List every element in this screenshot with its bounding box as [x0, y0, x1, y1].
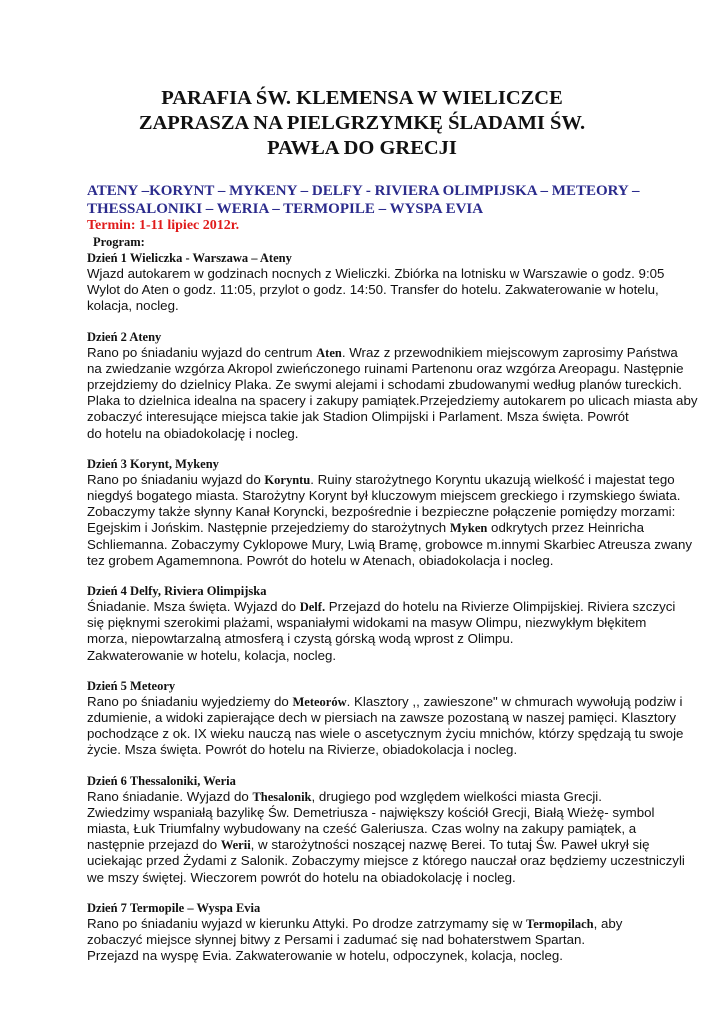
day-text-line	[87, 553, 647, 569]
day-description	[87, 471, 692, 569]
text-run: . Klasztory ,, zawieszone" w chmurach wywołują podziw i	[346, 693, 683, 709]
text-run: , aby	[593, 915, 623, 931]
day-text-line	[87, 821, 647, 837]
text-run: Egejskim i Jońskim. Następnie przejedziemy do starożytnych	[87, 520, 450, 536]
day-text-line	[87, 409, 647, 425]
day-heading: Dzień 4 Delfy, Riviera Olimpijska	[87, 584, 267, 599]
place-name: Myken	[449, 521, 488, 536]
text-run: do hotelu na obiadokolację i nocleg.	[87, 425, 299, 441]
day-text-line: Wylot do Aten o godz. 11:05, przylot o godz. 14:50. Transfer do hotelu. Zakwaterowanie w hotelu,	[87, 282, 659, 298]
text-run: życie. Msza święta. Powrót do hotelu na Rivierze, obiadokolacja i nocleg.	[87, 742, 518, 758]
day-description	[87, 788, 685, 886]
day-text-line	[87, 360, 684, 377]
trip-meta	[87, 218, 647, 250]
day-heading: Dzień 5 Meteory	[87, 678, 176, 693]
text-run: Rano po śniadaniu wyjazd w kierunku Attyki. Po drodze zatrzymamy się w	[87, 915, 526, 931]
text-run: Rano po śniadaniu wyjedziemy do	[87, 693, 293, 709]
text-run: Zwiedzimy wspaniałą bazylikę Św. Demetriusza - największy kościół Grecji, Białą Wieżę- symbol	[87, 804, 655, 820]
day-section	[87, 900, 647, 965]
title-line-2: ZAPRASZA NA PIELGRZYMKĘ ŚLADAMI ŚW.	[138, 112, 586, 134]
day-section	[87, 773, 685, 886]
day-section	[87, 250, 665, 315]
text-run: tez grobem Agamemnona. Powrót do hotelu w Atenach, obiadokolacja i nocleg.	[87, 552, 554, 568]
page-title	[90, 86, 634, 161]
day-text-line	[87, 789, 647, 805]
day-text-line	[87, 693, 683, 710]
program-days	[87, 250, 698, 979]
text-run: . Ruiny starożytnego Koryntu ukazują wielkość i majestat tego	[310, 471, 675, 487]
day-section	[87, 456, 692, 569]
text-run: Rano po śniadaniu wyjazd do centrum	[87, 344, 317, 360]
day-text-line	[87, 426, 647, 442]
day-heading: Dzień 1 Wieliczka - Warszawa – Ateny	[87, 251, 292, 265]
text-run: na zwiedzanie wzgórza Akropol zwieńczonego ruinami Partenonu oraz wzgórza Areopagu. Następnie	[87, 360, 684, 376]
day-text-line	[87, 344, 678, 361]
text-run: , w starożytności noszącej nazwę Berei. To tutaj Św. Paweł ukrył się	[250, 837, 650, 853]
text-run: uciekając przed Żydami z Salonik. Zobaczymy miejsce z którego nauczał oraz będziemy uczestniczyli	[87, 853, 685, 869]
place-name: Delf.	[299, 600, 326, 615]
text-run: miasta, Łuk Triumfalny wybudowany na cześć Galeriusza. Czas wolny na zakupy pamiątek, a	[87, 821, 637, 837]
day-description	[87, 693, 684, 759]
day-text-line	[87, 726, 684, 742]
day-text-line	[87, 648, 647, 664]
day-text-line	[87, 916, 647, 932]
day-section	[87, 329, 698, 442]
text-run: Zobaczymy także słynny Kanał Koryncki, bezpośrednie i bezpieczne połączenie pomiędzy morzami:	[87, 504, 676, 520]
day-text-line	[87, 631, 647, 647]
day-text-line	[87, 471, 675, 488]
trip-term: Termin: 1-11 lipiec 2012r.	[87, 218, 240, 233]
day-text-line	[87, 837, 650, 853]
day-text-line	[87, 488, 681, 504]
day-description	[87, 344, 698, 442]
title-line-3: PAWŁA DO GRECJI	[267, 137, 457, 159]
text-run: Przejazd do hotelu na Rivierze Olimpijskiej. Riviera szczyci	[325, 599, 676, 615]
place-name: Meteorów	[292, 694, 347, 709]
title-line-1: PARAFIA ŚW. KLEMENSA W WIELICZCE	[161, 87, 563, 109]
text-run: Plaka to dzielnica idealna na spacery i zakupy pamiątek.Przejedziemy autokarem po ulicach miasta aby	[87, 393, 698, 409]
day-text-line	[87, 742, 647, 758]
day-text-line	[87, 615, 647, 631]
text-run: morza, niepowtarzalną atmosferą i czystą górską wodą wprost z Olimpu.	[87, 631, 514, 647]
day-heading: Dzień 6 Thessaloniki, Weria	[87, 773, 236, 788]
day-text-line	[87, 377, 682, 393]
place-name: Werii	[220, 838, 251, 853]
place-name: Aten	[316, 345, 342, 360]
route-line-1: ATENY –KORYNT – MYKENY – DELFY - RIVIERA OLIMPIJSKA – METEORY –	[87, 183, 640, 199]
text-run: niegdyś bogatego miasta. Starożytny Korynt był kluczowym miejscem greckiego i rzymskiego świata.	[87, 488, 681, 504]
day-text-line	[87, 536, 692, 553]
text-run: zobaczyć miejsce słynnej bitwy z Persami i zadumać się nad bohaterstwem Spartan.	[87, 932, 586, 948]
place-name: Thesalonik	[252, 789, 312, 804]
text-run: , drugiego pod względem wielkości miasta Grecji.	[311, 788, 602, 804]
day-text-line	[87, 932, 647, 948]
day-text-line	[87, 599, 676, 615]
text-run: Przejazd na wyspę Evia. Zakwaterowanie w hotelu, odpoczynek, kolacja, nocleg.	[87, 948, 563, 964]
text-run: we mszy świętej. Wieczorem powrót do hotelu na obiadokolację i nocleg.	[87, 869, 516, 885]
day-text-line	[87, 948, 647, 964]
text-run: się pięknymi szerokimi plażami, wspaniałymi widokami na masyw Olimpu, niezwykłym błękitem	[87, 615, 647, 631]
day-text-line	[87, 853, 685, 869]
day-text-line	[87, 804, 655, 821]
text-run: przejdziemy do dzielnicy Plaka. Ze swymi alejami i schodami zbudowanymi według planów tureckich.	[87, 377, 682, 393]
day-description	[87, 599, 676, 664]
day-text-line	[87, 520, 647, 536]
place-name: Termopilach	[526, 916, 594, 931]
text-run: następnie przejazd do	[87, 837, 221, 853]
route-line-2: THESSALONIKI – WERIA – TERMOPILE – WYSPA EVIA	[87, 201, 484, 217]
place-name: Koryntu	[264, 472, 311, 487]
day-text-line	[87, 393, 698, 409]
day-section	[87, 678, 684, 759]
program-label: Program:	[93, 235, 145, 249]
day-text-line	[87, 710, 677, 726]
text-run: Śniadanie. Msza święta. Wyjazd do	[87, 599, 300, 615]
day-text-line	[87, 870, 647, 886]
day-description	[87, 916, 647, 965]
text-run: . Wraz z przewodnikiem miejscowym zaprosimy Państwa	[341, 344, 678, 360]
day-heading: Dzień 3 Korynt, Mykeny	[87, 456, 219, 471]
route-list	[87, 182, 647, 218]
day-heading: Dzień 7 Termopile – Wyspa Evia	[87, 900, 261, 915]
text-run: zdumienie, a widoki zapierające dech w piersiach na zawsze pozostaną w naszej pamięci. Klasztory	[87, 710, 677, 726]
text-run: Rano śniadanie. Wyjazd do	[87, 788, 253, 804]
text-run: Zakwaterowanie w hotelu, kolacja, nocleg.	[87, 647, 337, 663]
text-run: pochodzące z ok. IX wieku nauczą nas wiele o ascetycznym życiu mnichów, którzy spędzają tu swoje	[87, 726, 684, 742]
day-text-line	[87, 504, 676, 520]
day-text-line: Wjazd autokarem w godzinach nocnych z Wieliczki. Zbiórka na lotnisku w Warszawie o godz. 9:05	[87, 266, 665, 281]
day-text-line: kolacja, nocleg.	[87, 298, 179, 314]
day-heading: Dzień 2 Ateny	[87, 329, 162, 344]
text-run: odkrytych przez Heinricha	[487, 520, 645, 536]
day-description	[87, 266, 665, 315]
text-run: zobaczyć interesujące miejsca takie jak Stadion Olimpijski i Parlament. Msza święta. Powrót	[87, 409, 629, 425]
text-run: Schliemanna. Zobaczymy Cyklopowe Mury, Lwią Bramę, grobowce m.innymi Skarbiec Atreusza zwany	[87, 536, 692, 552]
text-run: Rano po śniadaniu wyjazd do	[87, 471, 265, 487]
day-section	[87, 583, 676, 664]
